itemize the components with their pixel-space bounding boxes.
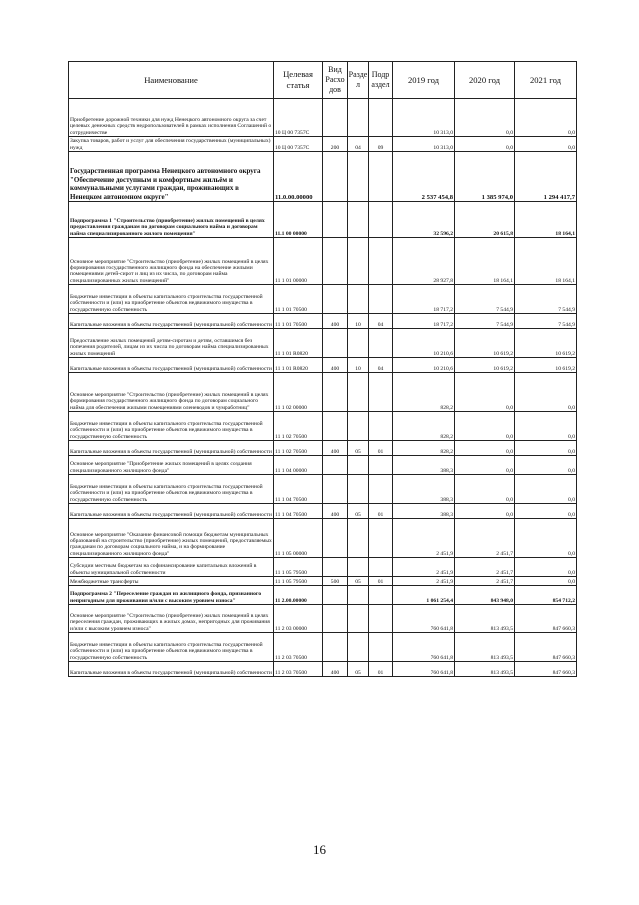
cell-y2021: 847 660,3 [515,633,577,662]
table-row [69,202,577,238]
cell-podrazdel [369,99,393,137]
cell-y2021: 10 619,2 [515,358,577,373]
cell-y2019: 18 717,2 [393,285,455,314]
cell-razdel: 04 [348,137,369,152]
cell-y2019: 10 313,0 [393,137,455,152]
cell-code: 11 1 04 00000 [274,456,323,475]
cell-y2020: 2 451,7 [455,558,515,577]
cell-name: Бюджетные инвестиции в объекты капитального строительства государственной собственности и (или) на приобретение объектов недвижимого имущества в государственную собственность [69,633,274,662]
header-podrazdel: Подр аздел [369,62,393,99]
cell-name: Бюджетные инвестиции в объекты капитального строительства государственной собственности и (или) на приобретение объектов недвижимого имущества в государственную собственность [69,412,274,441]
cell-name: Основное мероприятие "Строительство (приобретение) жилых помещений в целях формирования государственного жилищного фонда на обеспечение жилыми помещениями детей-сирот и лиц из их числа, по договорам найма специализированных жилых помещений" [69,238,274,285]
cell-name: Основное мероприятие "Строительство (приобретение) жилых помещений в целях формирования государственного жилищного фонда по договорам социального найма для обеспечения жилыми помещениями оленеводов и чумработниц" [69,373,274,412]
cell-code: 11 2.00.00000 [274,586,323,605]
cell-code: 11 2 03 70500 [274,662,323,677]
cell-y2020: 7 544,9 [455,285,515,314]
cell-y2019: 828,2 [393,412,455,441]
cell-name: Основное мероприятие "Приобретение жилых помещений в целях создания специализированного жилищного фонда" [69,456,274,475]
cell-razdel [348,152,369,202]
table-row [69,662,577,677]
cell-y2021: 7 544,9 [515,285,577,314]
cell-podrazdel [369,456,393,475]
cell-razdel: 10 [348,314,369,329]
cell-y2019: 388,3 [393,475,455,504]
cell-name: Основное мероприятие "Оказание финансовой помощи бюджетам муниципальных образований на строительство (приобретение) жилых помещений, предоставляемых гражданам по договорам социального найма, и на формирование специализированного жилищного фонда" [69,519,274,558]
table-row [69,358,577,373]
header-razdel: Разде л [348,62,369,99]
cell-name: Основное мероприятие "Строительство (приобретение) жилых помещений в целях переселения граждан, проживающих в жилых домах, непригодных для проживания и/или с высоким уровнем износа" [69,605,274,633]
cell-name: Субсидии местным бюджетам на софинансирование капитальных вложений в объекты муниципальной собственности [69,558,274,577]
table-row [69,441,577,456]
cell-y2020: 843 948,0 [455,586,515,605]
cell-vid [323,475,348,504]
cell-vid: 200 [323,137,348,152]
cell-name: Капитальные вложения в объекты государственной (муниципальной) собственности [69,358,274,373]
cell-y2020: 0,0 [455,475,515,504]
cell-code: 11 1 04 70500 [274,504,323,519]
cell-y2019: 10 210,6 [393,329,455,358]
cell-name: Капитальные вложения в объекты государственной (муниципальной) собственности [69,314,274,329]
cell-y2021: 0,0 [515,577,577,586]
cell-y2019: 760 641,8 [393,662,455,677]
cell-podrazdel [369,152,393,202]
cell-podrazdel [369,412,393,441]
cell-razdel: 10 [348,358,369,373]
cell-podrazdel [369,285,393,314]
table-row [69,285,577,314]
table-row [69,99,577,137]
table-row [69,475,577,504]
cell-code: 11 1 05 79500 [274,558,323,577]
cell-podrazdel [369,373,393,412]
cell-y2021: 7 544,9 [515,314,577,329]
table-row [69,314,577,329]
cell-y2020: 0,0 [455,441,515,456]
cell-y2021: 0,0 [515,137,577,152]
cell-razdel [348,633,369,662]
cell-razdel [348,202,369,238]
cell-y2021: 0,0 [515,475,577,504]
cell-y2020: 0,0 [455,137,515,152]
cell-name: Подпрограмма 2 "Переселение граждан из жилищного фонда, признанного непригодным для проживания и/или с высоким уровнем износа" [69,586,274,605]
cell-vid: 400 [323,441,348,456]
cell-code: 11.0.00.00000 [274,152,323,202]
cell-vid [323,633,348,662]
header-vid: Вид Расхо дов [323,62,348,99]
cell-vid [323,412,348,441]
table-row [69,519,577,558]
cell-code: 11 2 03 00000 [274,605,323,633]
cell-name: Капитальные вложения в объекты государственной (муниципальной) собственности [69,662,274,677]
table-row [69,558,577,577]
cell-podrazdel [369,633,393,662]
cell-name: Подпрограмма 1 "Строительство (приобретение) жилых помещений в целях предоставления гражданам по договорам социального найма и договорам найма специализированного жилого помещения" [69,202,274,238]
header-code: Целевая статья [274,62,323,99]
cell-code: 11 1 01 70500 [274,285,323,314]
cell-y2021: 0,0 [515,519,577,558]
cell-y2021: 18 164,1 [515,202,577,238]
cell-y2021: 847 660,3 [515,662,577,677]
cell-y2020: 18 164,1 [455,238,515,285]
cell-y2020: 0,0 [455,504,515,519]
table-header-row [69,62,577,99]
cell-y2021: 0,0 [515,456,577,475]
header-2020: 2020 год [455,62,515,99]
cell-code: 10 Ц 00 7357С [274,137,323,152]
cell-podrazdel [369,605,393,633]
cell-code: 11.1 00 00000 [274,202,323,238]
cell-y2021: 18 164,1 [515,238,577,285]
cell-y2021: 0,0 [515,504,577,519]
table-body [69,99,577,677]
cell-y2020: 7 544,9 [455,314,515,329]
cell-y2021: 1 294 417,7 [515,152,577,202]
cell-vid: 400 [323,358,348,373]
cell-podrazdel: 04 [369,358,393,373]
cell-y2021: 0,0 [515,373,577,412]
cell-name: Бюджетные инвестиции в объекты капитального строительства государственной собственности и (или) на приобретение объектов недвижимого имущества в государственную собственность [69,285,274,314]
cell-y2019: 2 451,9 [393,519,455,558]
cell-vid [323,558,348,577]
cell-name: Приобретение дорожной техники для нужд Ненецкого автономного округа за счет целевых денежных средств недропользователей в рамках исполнения Соглашений о сотрудничестве [69,99,274,137]
cell-y2021: 0,0 [515,412,577,441]
cell-code: 11 1 05 79500 [274,577,323,586]
cell-y2020: 0,0 [455,99,515,137]
table-row [69,633,577,662]
cell-razdel [348,558,369,577]
budget-table-sheet [68,61,576,677]
cell-y2021: 847 660,3 [515,605,577,633]
cell-podrazdel: 01 [369,662,393,677]
cell-code: 11 1 01 R0820 [274,358,323,373]
table-row [69,373,577,412]
cell-y2019: 828,2 [393,441,455,456]
cell-code: 11 2 03 70500 [274,633,323,662]
cell-vid: 400 [323,504,348,519]
cell-razdel [348,285,369,314]
cell-y2019: 2 537 454,8 [393,152,455,202]
cell-name: Капитальные вложения в объекты государственной (муниципальной) собственности [69,504,274,519]
cell-y2019: 2 451,9 [393,558,455,577]
cell-y2019: 388,3 [393,504,455,519]
cell-y2021: 0,0 [515,558,577,577]
table-row [69,412,577,441]
cell-y2019: 1 061 254,4 [393,586,455,605]
table-row [69,238,577,285]
cell-vid [323,605,348,633]
cell-y2019: 760 641,8 [393,633,455,662]
page-number: 16 [313,842,326,857]
cell-code: 11 1 02 70500 [274,441,323,456]
cell-y2020: 1 385 974,0 [455,152,515,202]
cell-y2019: 10 313,0 [393,99,455,137]
cell-code: 11 1 01 70500 [274,314,323,329]
cell-razdel: 05 [348,504,369,519]
cell-y2019: 10 210,6 [393,358,455,373]
cell-name: Бюджетные инвестиции в объекты капитального строительства государственной собственности и (или) на приобретение объектов недвижимого имущества в государственную собственность [69,475,274,504]
cell-razdel [348,586,369,605]
cell-y2021: 0,0 [515,441,577,456]
cell-vid [323,586,348,605]
cell-razdel [348,373,369,412]
cell-code: 11 1 01 00000 [274,238,323,285]
cell-y2021: 0,0 [515,99,577,137]
cell-y2020: 0,0 [455,412,515,441]
cell-vid [323,152,348,202]
cell-vid [323,329,348,358]
budget-table [68,61,577,677]
cell-y2021: 854 712,2 [515,586,577,605]
cell-name: Межбюджетные трансферты [69,577,274,586]
cell-podrazdel: 01 [369,441,393,456]
cell-y2019: 32 596,2 [393,202,455,238]
cell-name: Капитальные вложения в объекты государственной (муниципальной) собственности [69,441,274,456]
cell-vid: 400 [323,662,348,677]
header-2021: 2021 год [515,62,577,99]
table-row [69,137,577,152]
cell-podrazdel [369,558,393,577]
header-2019: 2019 год [393,62,455,99]
cell-razdel: 05 [348,441,369,456]
table-row [69,504,577,519]
table-row [69,456,577,475]
cell-y2020: 2 451,7 [455,577,515,586]
cell-code: 11 1 05 00000 [274,519,323,558]
cell-y2020: 20 615,8 [455,202,515,238]
cell-razdel [348,99,369,137]
cell-vid: 400 [323,314,348,329]
cell-razdel [348,519,369,558]
cell-name: Государственная программа Ненецкого автономного округа "Обеспечение доступным и комфортным жильём и коммунальными услугами граждан, проживающих в Ненецком автономном округе" [69,152,274,202]
cell-vid [323,238,348,285]
cell-podrazdel: 09 [369,137,393,152]
cell-razdel [348,605,369,633]
cell-vid [323,373,348,412]
header-name: Наименование [69,62,274,99]
cell-vid [323,202,348,238]
cell-podrazdel: 04 [369,314,393,329]
table-row [69,605,577,633]
cell-vid [323,456,348,475]
cell-code: 11 1 02 00000 [274,373,323,412]
cell-code: 11 1 02 70500 [274,412,323,441]
cell-y2020: 813 493,5 [455,605,515,633]
cell-y2020: 10 619,2 [455,358,515,373]
cell-razdel: 05 [348,662,369,677]
cell-vid [323,99,348,137]
table-row [69,152,577,202]
cell-podrazdel: 01 [369,504,393,519]
cell-podrazdel: 01 [369,577,393,586]
cell-y2020: 813 493,5 [455,662,515,677]
cell-y2021: 10 619,2 [515,329,577,358]
cell-code: 11 1 01 R0820 [274,329,323,358]
cell-y2020: 813 493,5 [455,633,515,662]
cell-podrazdel [369,475,393,504]
cell-y2019: 828,2 [393,373,455,412]
cell-name: Закупка товаров, работ и услуг для обеспечения государственных (муниципальных) нужд [69,137,274,152]
cell-razdel [348,412,369,441]
cell-y2019: 760 641,8 [393,605,455,633]
cell-vid [323,285,348,314]
cell-podrazdel [369,586,393,605]
cell-razdel: 05 [348,577,369,586]
cell-vid: 500 [323,577,348,586]
table-row [69,586,577,605]
cell-podrazdel [369,238,393,285]
cell-y2020: 0,0 [455,456,515,475]
cell-y2019: 388,3 [393,456,455,475]
cell-razdel [348,456,369,475]
cell-razdel [348,329,369,358]
cell-razdel [348,238,369,285]
cell-razdel [348,475,369,504]
cell-podrazdel [369,519,393,558]
table-row [69,329,577,358]
cell-y2020: 2 451,7 [455,519,515,558]
cell-podrazdel [369,329,393,358]
cell-y2019: 18 717,2 [393,314,455,329]
cell-vid [323,519,348,558]
cell-name: Предоставление жилых помещений детям-сиротам и детям, оставшимся без попечения родителей, лицам из их числа по договорам найма специализированных жилых помещений [69,329,274,358]
cell-y2019: 2 451,9 [393,577,455,586]
cell-y2019: 28 927,8 [393,238,455,285]
cell-code: 11 1 04 70500 [274,475,323,504]
table-row [69,577,577,586]
cell-podrazdel [369,202,393,238]
cell-y2020: 0,0 [455,373,515,412]
cell-y2020: 10 619,2 [455,329,515,358]
cell-code: 10 Ц 00 7357С [274,99,323,137]
